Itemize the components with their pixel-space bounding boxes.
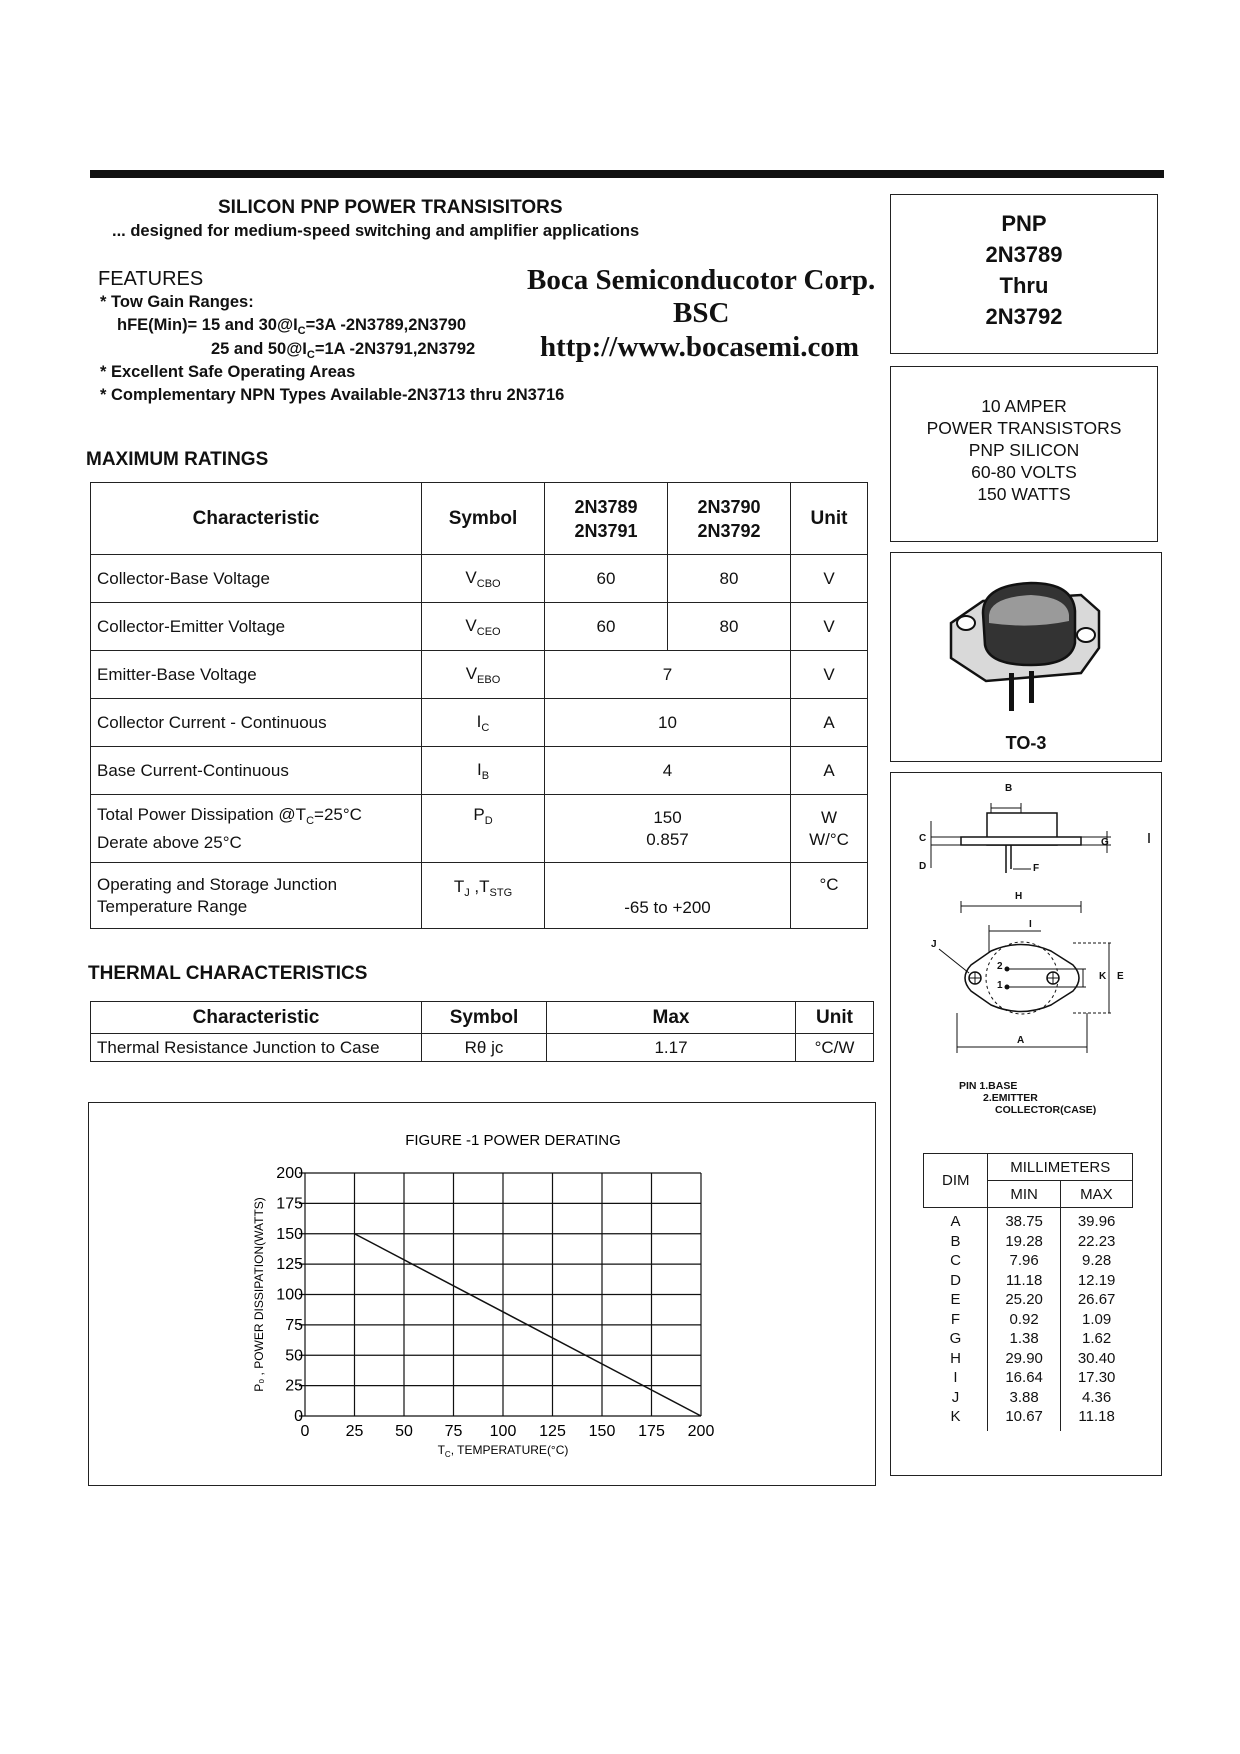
power-value: 150 <box>653 807 682 827</box>
chart-x-label: $T_C$, TEMPERATURE(°C) <box>437 1443 569 1459</box>
col-2n3789-label: 2N3789 <box>574 496 638 517</box>
min-header: MIN <box>988 1181 1060 1208</box>
chart-x-tick-label: 200 <box>687 1423 715 1440</box>
row-characteristic: Collector-Emitter Voltage <box>91 603 422 651</box>
row-value-a: 60 <box>545 555 668 603</box>
row-characteristic <box>91 863 422 929</box>
power-char-text: Total Power Dissipation @T <box>97 804 307 824</box>
dim-label-h: H <box>1015 891 1023 902</box>
dim-max: 39.96 <box>1077 1213 1116 1230</box>
chart-box <box>88 1102 876 1486</box>
max-header: MAX <box>1060 1181 1132 1208</box>
dim-max: 22.23 <box>1077 1232 1116 1250</box>
symbol-text: P <box>473 805 485 824</box>
symbol-sub: CBO <box>476 577 501 590</box>
symbol-sub: B <box>481 769 490 782</box>
row-characteristic: Collector Current - Continuous <box>91 699 422 747</box>
chart-y-tick-label: 150 <box>276 1225 303 1243</box>
chart-x-tick-label: 100 <box>489 1423 517 1440</box>
max-ratings-table <box>90 482 868 929</box>
dim-letter: I <box>953 1369 958 1386</box>
row-unit: A <box>791 747 868 795</box>
feature-gain-line-1 <box>117 316 466 337</box>
max-ratings-heading: MAXIMUM RATINGS <box>86 449 269 470</box>
col-2n3792-label: 2N3792 <box>697 520 761 541</box>
row-unit: V <box>791 555 868 603</box>
gain-line-1-rest: =3A -2N3789,2N3790 <box>305 316 467 334</box>
dimension-table <box>923 1153 1133 1431</box>
dim-min: 11.18 <box>1005 1271 1043 1289</box>
dim-max: 30.40 <box>1077 1349 1116 1367</box>
spec-line-5: 150 WATTS <box>977 484 1071 504</box>
col-2n3789 <box>545 483 668 555</box>
row-value: 10 <box>545 699 791 747</box>
table-row <box>91 699 868 747</box>
row-value: 4 <box>545 747 791 795</box>
thermal-symbol: Rθ jc <box>422 1034 547 1062</box>
power-derating-chart <box>89 1103 875 1485</box>
row-value: 7 <box>545 651 791 699</box>
dim-label-b: B <box>1005 783 1013 794</box>
power-char-sub: C <box>306 814 315 827</box>
symbol-sub: J <box>464 887 470 899</box>
col-2n3791-label: 2N3791 <box>574 520 638 541</box>
chart-x-tick-label: 0 <box>300 1423 310 1440</box>
dim-header: DIM <box>924 1154 988 1208</box>
row-symbol <box>422 747 545 795</box>
package-box <box>890 552 1162 762</box>
table-row <box>91 651 868 699</box>
chart-x-tick-label: 150 <box>588 1423 616 1440</box>
dim-label-i: I <box>1029 919 1032 930</box>
chart-title: FIGURE -1 POWER DERATING <box>405 1132 621 1149</box>
dim-letter: A <box>950 1213 961 1230</box>
row-characteristic: Base Current-Continuous <box>91 747 422 795</box>
row-symbol <box>422 699 545 747</box>
row-characteristic <box>91 795 422 863</box>
dim-max: 9.28 <box>1082 1252 1112 1269</box>
document-subtitle: ... designed for medium-speed switching and amplifier applications <box>112 222 640 240</box>
col-2n3790-label: 2N3790 <box>697 496 761 517</box>
package-label: TO-3 <box>1005 733 1047 753</box>
dim-min: 7.96 <box>1009 1252 1039 1269</box>
dim-min-values <box>988 1208 1060 1431</box>
chart-y-tick-label: 200 <box>276 1165 303 1182</box>
pin-note-3: COLLECTOR(CASE) <box>995 1104 1097 1116</box>
thermal-col-max: Max <box>547 1002 796 1034</box>
dim-max: 12.19 <box>1077 1271 1116 1289</box>
derate-text: Derate above 25°C <box>97 832 242 852</box>
company-abbr: BSC <box>673 297 730 329</box>
company-name: Boca Semiconducotor Corp. <box>527 264 876 296</box>
thermal-unit: °C/W <box>796 1034 874 1062</box>
table-row <box>91 555 868 603</box>
gain-line-1-sub: C <box>297 325 306 337</box>
row-symbol <box>422 603 545 651</box>
dim-max: 17.30 <box>1077 1369 1116 1386</box>
dim-min: 38.75 <box>1005 1213 1043 1230</box>
symbol-text: I <box>476 759 482 779</box>
outline-drawing <box>891 773 1161 1133</box>
symbol-text: V <box>465 663 478 683</box>
part-thru: Thru <box>999 273 1049 298</box>
dim-letter: B <box>950 1232 961 1250</box>
chart-y-tick-label: 125 <box>276 1256 303 1274</box>
dim-min: 1.38 <box>1009 1330 1039 1347</box>
chart-y-tick-label: 25 <box>285 1377 303 1395</box>
chart-x-tick-label: 50 <box>395 1423 413 1440</box>
temp-char-line-1: Operating and Storage Junction <box>97 874 338 894</box>
table-row <box>91 1034 874 1062</box>
feature-gain-line-2 <box>211 340 475 361</box>
thermal-table <box>90 1001 874 1062</box>
part-number-box <box>890 194 1158 354</box>
row-characteristic: Collector-Base Voltage <box>91 555 422 603</box>
chart-x-tick-label: 25 <box>345 1423 364 1440</box>
dim-label-e: E <box>1117 971 1124 982</box>
dim-max: 26.67 <box>1077 1291 1116 1308</box>
chart-y-tick-label: 50 <box>285 1347 303 1365</box>
dim-min: 29.90 <box>1005 1349 1043 1367</box>
power-unit: W <box>820 807 838 827</box>
dim-letter: F <box>950 1310 961 1328</box>
thermal-col-symbol: Symbol <box>422 1002 547 1034</box>
row-unit <box>791 795 868 863</box>
symbol-sub-2: STG <box>489 887 513 899</box>
temp-char-line-2: Temperature Range <box>97 896 248 916</box>
dim-label-j: J <box>931 939 937 950</box>
col-symbol: Symbol <box>422 483 545 555</box>
dim-min: 3.88 <box>1009 1388 1039 1406</box>
dim-max: 11.18 <box>1078 1408 1115 1425</box>
table-row <box>91 603 868 651</box>
row-value-b: 80 <box>668 555 791 603</box>
dim-max: 4.36 <box>1082 1388 1112 1406</box>
dim-letter: G <box>949 1330 962 1347</box>
part-from: 2N3789 <box>985 242 1063 267</box>
pin-note-2: 2.EMITTER <box>983 1092 1038 1104</box>
row-unit: V <box>791 651 868 699</box>
chart-y-label: P₀ , POWER DISSIPATION(WATTS) <box>252 1197 266 1392</box>
top-rule <box>90 170 1164 178</box>
dim-max: 1.09 <box>1082 1310 1112 1328</box>
thermal-col-characteristic: Characteristic <box>91 1002 422 1034</box>
dim-label-c: C <box>919 833 927 844</box>
chart-y-tick-label: 75 <box>285 1316 303 1334</box>
dim-min: 10.67 <box>1005 1408 1043 1425</box>
dim-letter: E <box>950 1291 961 1308</box>
pin-note-1: PIN 1.BASE <box>959 1080 1018 1092</box>
company-url[interactable] <box>540 331 859 364</box>
derate-unit: W/°C <box>809 829 849 849</box>
dim-letter: H <box>950 1349 961 1367</box>
pin-label-2: 2 <box>997 961 1003 972</box>
thermal-characteristic: Thermal Resistance Junction to Case <box>91 1034 422 1062</box>
dim-label-g: G <box>1101 837 1109 848</box>
spec-line-1: 10 AMPER <box>981 396 1067 416</box>
dim-label-d: D <box>919 861 927 872</box>
dim-letters <box>924 1208 988 1431</box>
col-2n3790 <box>668 483 791 555</box>
dim-letter: D <box>950 1271 961 1289</box>
thermal-col-unit: Unit <box>796 1002 874 1034</box>
row-unit: V <box>791 603 868 651</box>
chart-x-tick-label: 175 <box>638 1423 665 1440</box>
dim-letter: J <box>951 1388 960 1406</box>
symbol-sub: CEO <box>476 625 501 638</box>
symbol-text: V <box>465 615 477 635</box>
gain-line-2-rest: =1A -2N3791,2N3792 <box>314 340 476 358</box>
company-url-text: http://www.bocasemi.com <box>540 331 859 363</box>
row-unit: °C <box>791 863 868 929</box>
dim-label-k: K <box>1099 971 1107 982</box>
chart-y-tick-label: 175 <box>276 1195 303 1213</box>
row-symbol <box>422 555 545 603</box>
dim-max: 1.62 <box>1082 1330 1112 1347</box>
feature-gain-heading: * Tow Gain Ranges: <box>100 293 254 311</box>
spec-line-2: POWER TRANSISTORS <box>926 418 1122 438</box>
chart-x-tick-label: 125 <box>539 1423 566 1440</box>
dim-min: 0.92 <box>1009 1310 1039 1328</box>
spec-box <box>890 366 1158 542</box>
gain-line-1-text: hFE(Min)= 15 and 30@I <box>117 316 298 334</box>
thermal-max: 1.17 <box>547 1034 796 1062</box>
chart-x-tick-label: 75 <box>444 1423 463 1440</box>
part-type: PNP <box>1001 211 1047 236</box>
spec-line-3: PNP SILICON <box>968 440 1080 460</box>
dim-letter: K <box>950 1408 961 1425</box>
dim-min: 16.64 <box>1005 1369 1043 1386</box>
chart-y-tick-label: 100 <box>276 1286 303 1304</box>
row-characteristic: Emitter-Base Voltage <box>91 651 422 699</box>
gain-line-2-text: 25 and 50@I <box>211 340 307 358</box>
dim-letter: C <box>950 1252 961 1269</box>
pin-label-1: 1 <box>997 980 1003 991</box>
col-characteristic: Characteristic <box>91 483 422 555</box>
symbol-sub: EBO <box>477 673 501 686</box>
to3-package-image <box>891 553 1161 733</box>
derate-value: 0.857 <box>646 829 689 849</box>
document-title: SILICON PNP POWER TRANSISITORS <box>218 197 563 218</box>
feature-complementary: * Complementary NPN Types Available-2N3713 thru 2N3716 <box>100 386 565 404</box>
table-row <box>91 863 868 929</box>
dim-min: 19.28 <box>1005 1232 1043 1250</box>
spec-line-4: 60-80 VOLTS <box>971 462 1077 482</box>
row-value-b: 80 <box>668 603 791 651</box>
feature-safe-area: * Excellent Safe Operating Areas <box>100 363 356 381</box>
symbol-text: I <box>476 711 482 731</box>
gain-line-2-sub: C <box>306 349 315 361</box>
symbol-text: T <box>453 877 465 896</box>
row-symbol <box>422 651 545 699</box>
chart-y-tick-label: 0 <box>294 1408 303 1425</box>
row-unit: A <box>791 699 868 747</box>
row-symbol <box>422 863 545 929</box>
dim-label-f: F <box>1033 863 1040 874</box>
symbol-sub: C <box>481 721 490 734</box>
features-heading: FEATURES <box>98 268 204 290</box>
row-value <box>545 795 791 863</box>
dim-max-values <box>1060 1208 1132 1431</box>
thermal-heading: THERMAL CHARACTERISTICS <box>88 963 368 984</box>
symbol-text-2: ,T <box>469 877 490 896</box>
millimeters-header: MILLIMETERS <box>988 1154 1133 1181</box>
table-row <box>91 747 868 795</box>
part-to: 2N3792 <box>985 304 1063 329</box>
pin-notes <box>959 1080 1096 1116</box>
power-char-rest: =25°C <box>314 804 362 824</box>
col-unit: Unit <box>791 483 868 555</box>
dim-min: 25.20 <box>1005 1291 1043 1308</box>
symbol-sub: D <box>484 815 493 827</box>
table-row <box>91 795 868 863</box>
row-symbol <box>422 795 545 863</box>
dimension-box <box>890 772 1162 1476</box>
row-value: -65 to +200 <box>545 863 791 929</box>
dim-label-a: A <box>1017 1035 1025 1046</box>
row-value-a: 60 <box>545 603 668 651</box>
symbol-text: V <box>465 567 477 587</box>
